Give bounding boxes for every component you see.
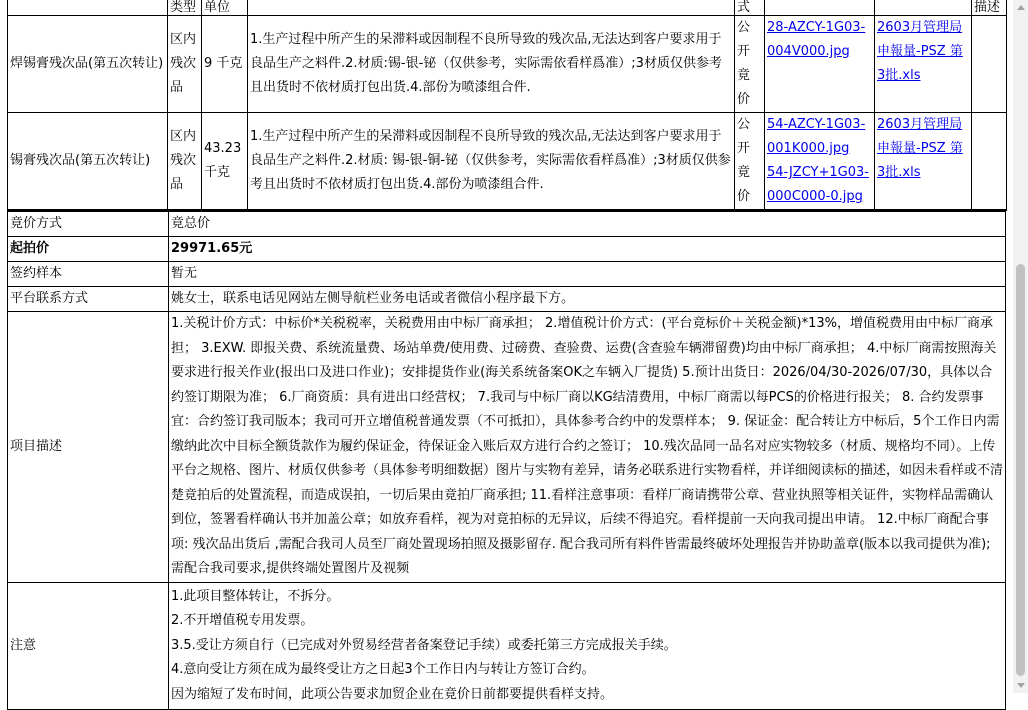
note-item: 1.此项目整体转让，不拆分。 xyxy=(171,588,340,604)
item-method: 公开竟价 xyxy=(735,16,765,113)
header-cell-attachment xyxy=(875,0,972,16)
image-link[interactable]: 54-AZCY-1G03-001K000.jpg xyxy=(767,117,866,156)
table-row xyxy=(8,113,1007,211)
header-cell-method: 式 xyxy=(735,0,765,16)
note-item: 4.意向受让方须在成为最终受让方之日起3个工作日内与转让方签订合约。 xyxy=(171,662,595,677)
item-remark xyxy=(972,16,1007,113)
header-cell-remark: 描述 xyxy=(972,0,1007,16)
bid-method-value: 竟总价 xyxy=(169,212,1006,237)
info-table xyxy=(7,211,1006,710)
image-link[interactable]: 54-JZCY+1G03-000C000-0.jpg xyxy=(767,165,869,204)
header-cell-unit: 单位 xyxy=(202,0,248,16)
info-row-description xyxy=(8,312,1006,583)
info-row-contact xyxy=(8,287,1006,312)
item-description: 1.生产过程中所产生的呆滞料或因制程不良所导致的残次品,无法达到客户要求用于良品生产之料件.2.材质: 锡-银-铜-铋（仅供参考，实际需依看样爲准）;3材质仅供参考且出货时不依材质打包出货.4.部份为喷漆组合件. xyxy=(248,113,735,211)
vertical-scrollbar[interactable] xyxy=(1013,0,1028,693)
attachment-link[interactable]: 2603月管理局申報量-PSZ 第3批.xls xyxy=(877,117,963,180)
item-quantity: 43.23 千克 xyxy=(202,113,248,211)
item-description: 1.生产过程中所产生的呆滞料或因制程不良所导致的残次品,无法达到客户要求用于良品生产之料件.2.材质:锡-银-铋（仅供参考，实际需依看样爲准）;3材质仅供参考且出货时不依材质打包出货.4.部份为喷漆组合件. xyxy=(248,16,735,113)
start-price-value: 29971.65元 xyxy=(169,237,1006,262)
item-name: 焊锡膏残次品(第五次转让) xyxy=(8,16,168,113)
item-name: 锡膏残次品(第五次转让) xyxy=(8,113,168,211)
note-item: 3.5.受让方须自行（已完成对外贸易经营者备案登记手续）或委托第三方完成报关手续。 xyxy=(171,637,677,653)
scroll-up-arrow-icon[interactable] xyxy=(1013,0,1028,15)
contact-label: 平台联系方式 xyxy=(8,287,169,312)
item-method: 公开竟价 xyxy=(735,113,765,211)
info-row-notes xyxy=(8,582,1006,710)
item-remark xyxy=(972,113,1007,211)
project-desc-value: 1.关税计价方式：中标价*关税税率，关税费用由中标厂商承担； 2.增值税计价方式：(平台竟标价＋关税金额)*13%，增值税费用由中标厂商承担； 3.EXW. 即报关费、系统流量费、场站单费/使用费、过磅费、查验费、运费(含查验车辆滞留费)均由中标厂商承担； 4.中标厂商需按照海关要求进行报关作业(报出口及进口作业)；安排提货作业(海关系统备案OK之车辆入厂提货) 5.预计出货日：2026/04/30-2026/07/30，具体以合约签订期限为准； 6.厂商资质：具有进出口经营权； 7.我司与中标厂商以KG结清费用，中标厂商需以每PCS的价格进行报关； 8. 合约发票事宜：合约签订我司版本；我司可开立增值税普通发票（不可抵扣），具体参考合约中的发票样本； 9. 保证金：配合转让方中标后，5个工作日内需缴纳此次中目标全额货款作为履约保证金，待保证金入账后双方进行合约之签订； 10.残次品同一品名对应实物较多（材质、规格均不同）。上传平台之规格、图片、材质仅供参考（具体参考明细数据）图片与实物有差异，请务必联系进行实物看样，并详细阅读标的描述，如因未看样或不清楚竟拍后的处置流程，而造成误拍，一切后果由竟拍厂商承担; 11.看样注意事项：看样厂商请携带公章、营业执照等相关证件，实物样品需确认到位，签署看样确认书并加盖公章；如放弃看样，视为对竟拍标的无异议，后续不得追究。看样提前一天向我司提出申请。 12.中标厂商配合事项: 残次品出货后 ,需配合我司人员至厂商处置现场拍照及摄影留存. 配合我司所有料件皆需最终破坏处理报告并协助盖章(版本以我司提供为准);需配合我司要求,提供终端处置图片及视频 xyxy=(169,312,1006,583)
header-cell-name xyxy=(8,0,168,16)
header-cell-desc xyxy=(248,0,735,16)
item-attachment xyxy=(875,16,972,113)
items-table xyxy=(7,0,1007,211)
items-header-row xyxy=(8,0,1007,16)
scroll-down-arrow-icon[interactable] xyxy=(1013,678,1028,693)
info-row-sample xyxy=(8,262,1006,287)
attachment-link[interactable]: 2603月管理局申報量-PSZ 第3批.xls xyxy=(877,20,963,83)
notes-label: 注意 xyxy=(8,582,169,710)
sample-value: 暂无 xyxy=(169,262,1006,287)
start-price-label: 起拍价 xyxy=(8,237,169,262)
item-location: 区内残次品 xyxy=(168,16,202,113)
note-item: 因为缩短了发布时间，此项公告要求加贸企业在竟价日前都要提供看样支持。 xyxy=(171,686,614,702)
announcement-content xyxy=(7,0,1006,710)
image-link[interactable]: 28-AZCY-1G03-004V000.jpg xyxy=(767,20,866,59)
contact-value: 姚女士，联系电话见网站左侧导航栏业务电话或者微信小程序最下方。 xyxy=(169,287,1006,312)
header-cell-type: 类型 xyxy=(168,0,202,16)
item-images xyxy=(765,16,875,113)
header-cell-image xyxy=(765,0,875,16)
info-row-start-price xyxy=(8,237,1006,262)
project-desc-label: 项目描述 xyxy=(8,312,169,583)
notes-list xyxy=(169,582,1006,710)
item-images xyxy=(765,113,875,211)
info-row-bid-method xyxy=(8,212,1006,237)
note-item: 2.不开增值税专用发票。 xyxy=(171,613,314,628)
sample-label: 签约样本 xyxy=(8,262,169,287)
table-row xyxy=(8,16,1007,113)
item-quantity: 9 千克 xyxy=(202,16,248,113)
scrollbar-thumb[interactable] xyxy=(1016,264,1025,676)
item-location: 区内残次品 xyxy=(168,113,202,211)
bid-method-label: 竟价方式 xyxy=(8,212,169,237)
item-attachment xyxy=(875,113,972,211)
